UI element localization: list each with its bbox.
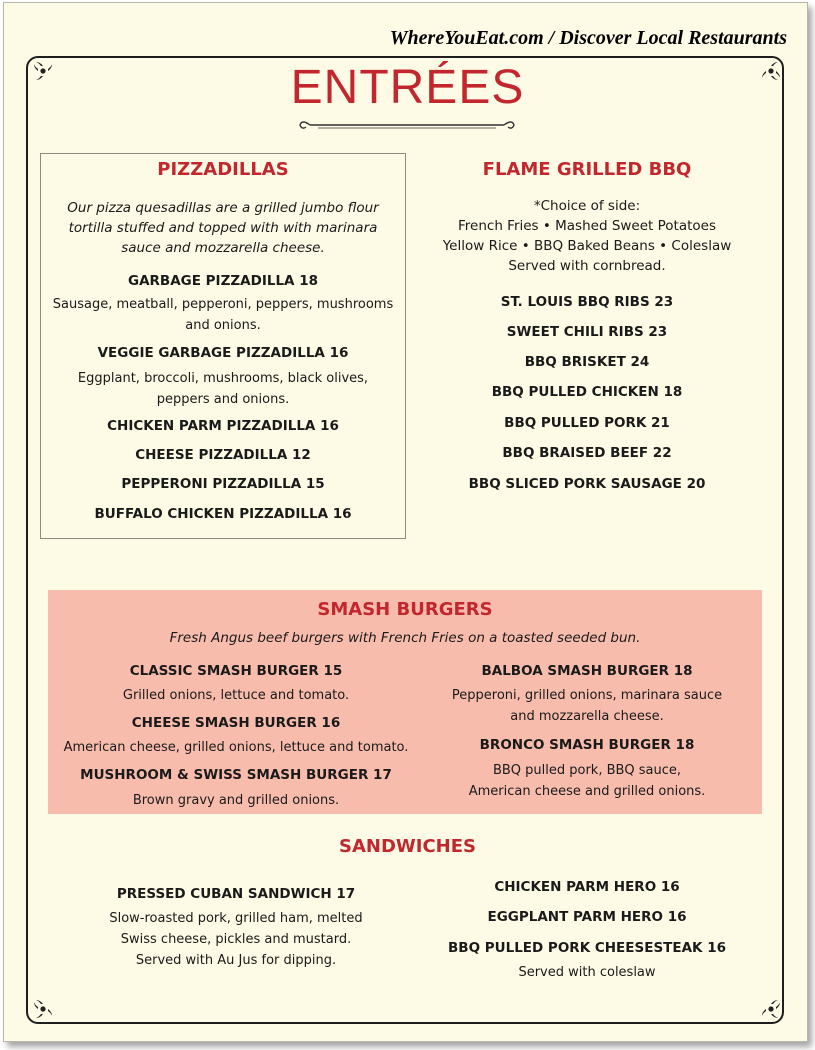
desc-line: and mozzarella cheese. (510, 709, 664, 724)
menu-item-name: BBQ PULLED CHICKEN 18 (491, 384, 683, 400)
desc-line: Eggplant, broccoli, mushrooms, black olives, (77, 371, 369, 386)
menu-item-name: CHICKEN PARM HERO 16 (494, 879, 680, 895)
menu-item-desc (40, 294, 406, 336)
menu-item-name: BBQ PULLED PORK CHEESESTEAK 16 (447, 940, 726, 956)
desc-line: Slow-roasted pork, grilled ham, melted (109, 911, 363, 926)
menu-item-name: CHICKEN PARM PIZZADILLA 16 (107, 418, 339, 434)
menu-item-name: ST. LOUIS BBQ RIBS 23 (500, 294, 674, 310)
intro-line: tortilla stuffed and topped with with marinara (68, 220, 378, 236)
intro-line: sauce and mozzarella cheese. (121, 240, 325, 256)
menu-item-name: GARBAGE PIZZADILLA 18 (128, 273, 318, 289)
desc-line: Served with Au Jus for dipping. (135, 953, 337, 968)
menu-item-desc (400, 685, 774, 727)
intro-line: Served with cornbread. (508, 258, 666, 274)
menu-item-desc: Served with coleslaw (518, 965, 656, 980)
menu-item-name: BBQ PULLED PORK 21 (504, 415, 670, 431)
pizzadillas-intro (40, 198, 406, 258)
intro-line: Our pizza quesadillas are a grilled jumbo flour (67, 200, 379, 216)
menu-item-name: EGGPLANT PARM HERO 16 (487, 909, 687, 925)
bbq-heading: FLAME GRILLED BBQ (482, 159, 692, 180)
menu-item-name: BBQ BRAISED BEEF 22 (502, 445, 672, 461)
menu-item-desc (40, 368, 406, 410)
menu-item-name: SWEET CHILI RIBS 23 (506, 324, 668, 340)
menu-item-name: CHEESE PIZZADILLA 12 (135, 447, 311, 463)
sandwiches-heading: SANDWICHES (339, 836, 476, 857)
desc-line: Sausage, meatball, pepperoni, peppers, mushrooms (52, 297, 394, 312)
desc-line: Swiss cheese, pickles and mustard. (120, 932, 352, 947)
desc-line: American cheese and grilled onions. (468, 784, 706, 799)
page-title: ENTRÉES (290, 61, 525, 114)
corner-ornament-icon (758, 996, 784, 1022)
menu-item-desc (400, 760, 774, 802)
pizzadillas-heading: PIZZADILLAS (157, 159, 289, 180)
desc-line: Pepperoni, grilled onions, marinara sauce (451, 688, 723, 703)
menu-item-name: MUSHROOM & SWISS SMASH BURGER 17 (80, 767, 392, 783)
watermark-text: WhereYouEat.com / Discover Local Restaurants (389, 27, 787, 49)
menu-item-name: CLASSIC SMASH BURGER 15 (129, 663, 343, 679)
menu-item-name: BUFFALO CHICKEN PIZZADILLA 16 (94, 506, 352, 522)
menu-item-name: BRONCO SMASH BURGER 18 (479, 737, 695, 753)
corner-ornament-icon (30, 996, 56, 1022)
menu-item-desc: Brown gravy and grilled onions. (132, 793, 340, 808)
intro-line: Yellow Rice • BBQ Baked Beans • Coleslaw (442, 238, 732, 254)
burgers-intro: Fresh Angus beef burgers with French Fries on a toasted seeded bun. (169, 630, 641, 646)
menu-item-name: PRESSED CUBAN SANDWICH 17 (116, 886, 356, 902)
desc-line: and onions. (185, 318, 261, 333)
title-flourish-icon (298, 118, 516, 132)
menu-item-name: BALBOA SMASH BURGER 18 (481, 663, 693, 679)
menu-item-name: BBQ SLICED PORK SAUSAGE 20 (468, 476, 706, 492)
menu-item-desc: American cheese, grilled onions, lettuce and tomato. (63, 740, 409, 755)
bbq-intro (400, 196, 774, 276)
menu-item-name: CHEESE SMASH BURGER 16 (131, 715, 341, 731)
menu-item-name: PEPPERONI PIZZADILLA 15 (121, 476, 325, 492)
desc-line: BBQ pulled pork, BBQ sauce, (492, 763, 682, 778)
menu-item-name: BBQ BRISKET 24 (524, 354, 650, 370)
menu-item-name: VEGGIE GARBAGE PIZZADILLA 16 (97, 345, 349, 361)
intro-line: *Choice of side: (533, 198, 641, 214)
intro-line: French Fries • Mashed Sweet Potatoes (458, 218, 716, 234)
menu-item-desc: Grilled onions, lettuce and tomato. (122, 688, 350, 703)
menu-item-desc (48, 908, 424, 971)
burgers-heading: SMASH BURGERS (317, 599, 493, 620)
desc-line: peppers and onions. (156, 392, 290, 407)
